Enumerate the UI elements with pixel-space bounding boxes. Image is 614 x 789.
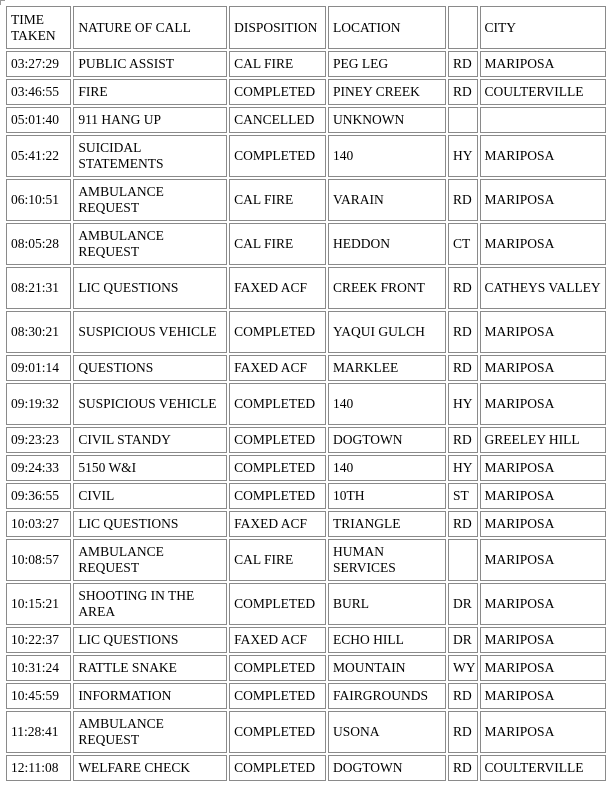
cell-nature: AMBULANCE REQUEST <box>73 179 227 221</box>
cell-nature: SHOOTING IN THE AREA <box>73 583 227 625</box>
cell-disposition: COMPLETED <box>229 711 326 753</box>
cell-city: MARIPOSA <box>480 483 606 509</box>
cell-location: MOUNTAIN <box>328 655 446 681</box>
cell-suffix: RD <box>448 755 478 781</box>
cell-time: 03:46:55 <box>6 79 71 105</box>
cell-location: TRIANGLE <box>328 511 446 537</box>
cell-time: 08:05:28 <box>6 223 71 265</box>
cell-nature: CIVIL <box>73 483 227 509</box>
cell-location: HUMAN SERVICES <box>328 539 446 581</box>
table-row <box>6 683 606 709</box>
cell-suffix: RD <box>448 51 478 77</box>
cell-location: VARAIN <box>328 179 446 221</box>
table-row <box>6 627 606 653</box>
cell-time: 10:08:57 <box>6 539 71 581</box>
cell-location: FAIRGROUNDS <box>328 683 446 709</box>
cell-disposition: COMPLETED <box>229 583 326 625</box>
header-time-taken: TIME TAKEN <box>6 6 71 49</box>
cell-city: MARIPOSA <box>480 627 606 653</box>
cell-disposition: COMPLETED <box>229 79 326 105</box>
table-row <box>6 483 606 509</box>
table-row <box>6 51 606 77</box>
cell-city: MARIPOSA <box>480 311 606 353</box>
cell-nature: WELFARE CHECK <box>73 755 227 781</box>
cell-nature: PUBLIC ASSIST <box>73 51 227 77</box>
cell-nature: 911 HANG UP <box>73 107 227 133</box>
cell-location: DOGTOWN <box>328 755 446 781</box>
table-row <box>6 711 606 753</box>
cell-city: MARIPOSA <box>480 383 606 425</box>
cell-nature: SUSPICIOUS VEHICLE <box>73 383 227 425</box>
cell-time: 06:10:51 <box>6 179 71 221</box>
cell-location: CREEK FRONT <box>328 267 446 309</box>
cell-city: MARIPOSA <box>480 711 606 753</box>
cell-nature: SUICIDAL STATEMENTS <box>73 135 227 177</box>
cell-disposition: COMPLETED <box>229 311 326 353</box>
table-row <box>6 223 606 265</box>
cell-city: COULTERVILLE <box>480 79 606 105</box>
cell-suffix <box>448 107 478 133</box>
cell-suffix: DR <box>448 627 478 653</box>
table-row <box>6 311 606 353</box>
cell-nature: FIRE <box>73 79 227 105</box>
cell-disposition: FAXED ACF <box>229 627 326 653</box>
cell-time: 09:24:33 <box>6 455 71 481</box>
cell-nature: RATTLE SNAKE <box>73 655 227 681</box>
header-row <box>6 6 606 49</box>
cell-disposition: COMPLETED <box>229 383 326 425</box>
cell-location: 140 <box>328 383 446 425</box>
cell-time: 09:19:32 <box>6 383 71 425</box>
cell-nature: AMBULANCE REQUEST <box>73 223 227 265</box>
cell-location: PINEY CREEK <box>328 79 446 105</box>
header-street-suffix <box>448 6 478 49</box>
cell-nature: SUSPICIOUS VEHICLE <box>73 311 227 353</box>
cell-location: 10TH <box>328 483 446 509</box>
cell-suffix: HY <box>448 135 478 177</box>
cell-city <box>480 107 606 133</box>
cell-suffix: HY <box>448 383 478 425</box>
cell-nature: AMBULANCE REQUEST <box>73 711 227 753</box>
cell-suffix: HY <box>448 455 478 481</box>
cell-suffix <box>448 539 478 581</box>
cell-nature: 5150 W&I <box>73 455 227 481</box>
cell-disposition: COMPLETED <box>229 455 326 481</box>
header-nature-of-call: NATURE OF CALL <box>73 6 227 49</box>
cell-city: MARIPOSA <box>480 539 606 581</box>
cell-city: MARIPOSA <box>480 179 606 221</box>
table-row <box>6 267 606 309</box>
header-location: LOCATION <box>328 6 446 49</box>
table-row <box>6 511 606 537</box>
cell-disposition: CAL FIRE <box>229 51 326 77</box>
cell-suffix: RD <box>448 511 478 537</box>
cell-suffix: RD <box>448 79 478 105</box>
cell-nature: LIC QUESTIONS <box>73 627 227 653</box>
cell-suffix: RD <box>448 683 478 709</box>
cell-city: MARIPOSA <box>480 51 606 77</box>
cell-city: MARIPOSA <box>480 223 606 265</box>
cell-time: 10:15:21 <box>6 583 71 625</box>
table-row <box>6 383 606 425</box>
cell-city: MARIPOSA <box>480 135 606 177</box>
cell-location: ECHO HILL <box>328 627 446 653</box>
cell-time: 10:22:37 <box>6 627 71 653</box>
cell-time: 09:23:23 <box>6 427 71 453</box>
cell-disposition: FAXED ACF <box>229 511 326 537</box>
cell-city: GREELEY HILL <box>480 427 606 453</box>
cell-disposition: COMPLETED <box>229 135 326 177</box>
cell-time: 08:21:31 <box>6 267 71 309</box>
cell-city: COULTERVILLE <box>480 755 606 781</box>
cell-time: 12:11:08 <box>6 755 71 781</box>
cell-disposition: CAL FIRE <box>229 539 326 581</box>
cell-city: MARIPOSA <box>480 683 606 709</box>
cell-disposition: CAL FIRE <box>229 223 326 265</box>
cell-location: 140 <box>328 455 446 481</box>
call-log-table <box>4 4 608 783</box>
cell-time: 10:03:27 <box>6 511 71 537</box>
cell-time: 09:01:14 <box>6 355 71 381</box>
cell-suffix: CT <box>448 223 478 265</box>
header-city: CITY <box>480 6 606 49</box>
cell-location: MARKLEE <box>328 355 446 381</box>
cell-city: CATHEYS VALLEY <box>480 267 606 309</box>
cell-location: HEDDON <box>328 223 446 265</box>
cell-suffix: RD <box>448 711 478 753</box>
cell-location: UNKNOWN <box>328 107 446 133</box>
table-row <box>6 755 606 781</box>
table-row <box>6 455 606 481</box>
table-row <box>6 583 606 625</box>
table-row <box>6 355 606 381</box>
cell-city: MARIPOSA <box>480 511 606 537</box>
cell-location: PEG LEG <box>328 51 446 77</box>
cell-disposition: CANCELLED <box>229 107 326 133</box>
cell-nature: CIVIL STANDY <box>73 427 227 453</box>
cell-suffix: RD <box>448 355 478 381</box>
cell-nature: INFORMATION <box>73 683 227 709</box>
cell-disposition: FAXED ACF <box>229 267 326 309</box>
cell-time: 09:36:55 <box>6 483 71 509</box>
cell-time: 05:01:40 <box>6 107 71 133</box>
cell-city: MARIPOSA <box>480 655 606 681</box>
cell-disposition: COMPLETED <box>229 655 326 681</box>
cell-nature: QUESTIONS <box>73 355 227 381</box>
table-row <box>6 539 606 581</box>
cell-disposition: COMPLETED <box>229 755 326 781</box>
cell-disposition: COMPLETED <box>229 427 326 453</box>
cell-city: MARIPOSA <box>480 583 606 625</box>
cell-disposition: COMPLETED <box>229 683 326 709</box>
cell-location: BURL <box>328 583 446 625</box>
cell-location: DOGTOWN <box>328 427 446 453</box>
cell-nature: AMBULANCE REQUEST <box>73 539 227 581</box>
cell-suffix: ST <box>448 483 478 509</box>
cell-time: 10:31:24 <box>6 655 71 681</box>
cell-time: 08:30:21 <box>6 311 71 353</box>
cell-location: 140 <box>328 135 446 177</box>
cell-city: MARIPOSA <box>480 455 606 481</box>
table-row <box>6 79 606 105</box>
table-row <box>6 655 606 681</box>
header-disposition: DISPOSITION <box>229 6 326 49</box>
cell-location: YAQUI GULCH <box>328 311 446 353</box>
cell-location: USONA <box>328 711 446 753</box>
cell-city: MARIPOSA <box>480 355 606 381</box>
table-row <box>6 107 606 133</box>
cell-time: 05:41:22 <box>6 135 71 177</box>
cell-time: 11:28:41 <box>6 711 71 753</box>
cell-suffix: DR <box>448 583 478 625</box>
cell-disposition: FAXED ACF <box>229 355 326 381</box>
table-row <box>6 135 606 177</box>
cell-suffix: RD <box>448 179 478 221</box>
cell-suffix: RD <box>448 311 478 353</box>
table-row <box>6 179 606 221</box>
table-row <box>6 427 606 453</box>
cell-disposition: CAL FIRE <box>229 179 326 221</box>
cell-suffix: WY <box>448 655 478 681</box>
cell-suffix: RD <box>448 427 478 453</box>
cell-time: 03:27:29 <box>6 51 71 77</box>
cell-disposition: COMPLETED <box>229 483 326 509</box>
cell-time: 10:45:59 <box>6 683 71 709</box>
cell-suffix: RD <box>448 267 478 309</box>
cell-nature: LIC QUESTIONS <box>73 511 227 537</box>
cell-nature: LIC QUESTIONS <box>73 267 227 309</box>
